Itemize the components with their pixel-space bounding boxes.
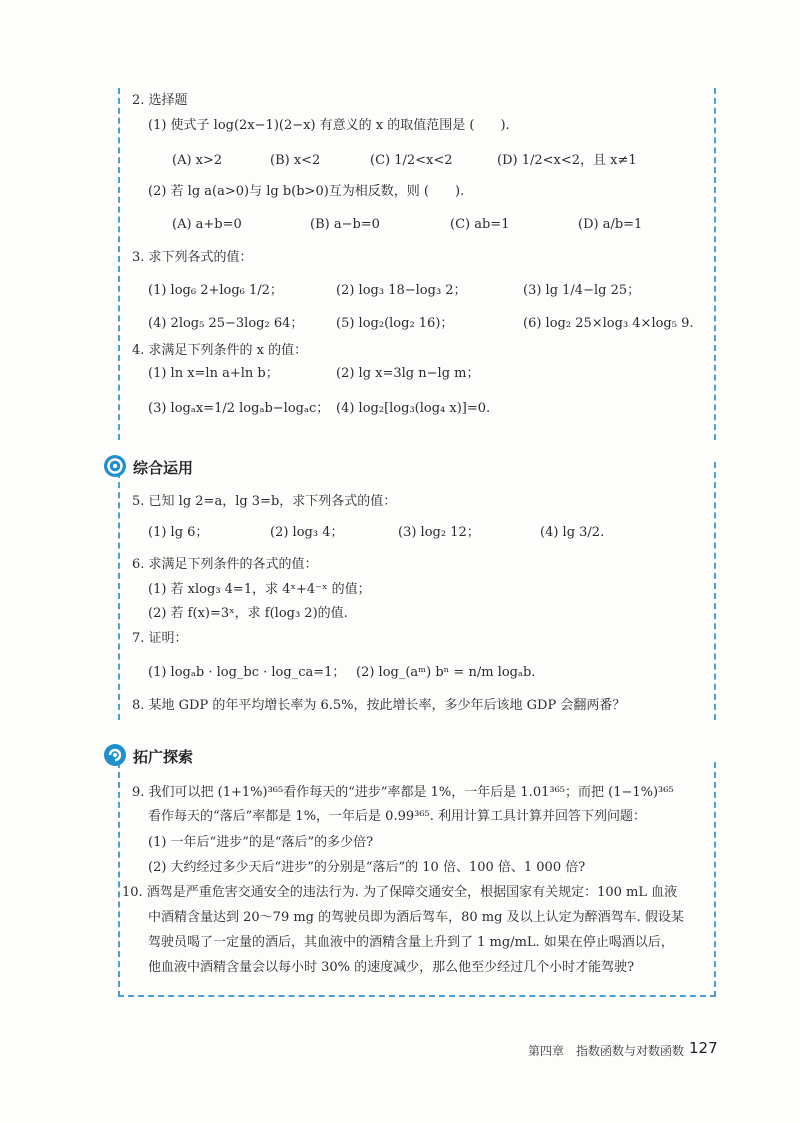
exercise-line: 他血液中酒精含量会以每小时 30% 的速度减少，那么他至少经过几个小时才能驾驶? — [148, 960, 635, 975]
exercise-line: (1) 使式子 log(2x−1)(2−x) 有意义的 x 的取值范围是 ( ). — [148, 118, 510, 133]
exercise-line: 3. 求下列各式的值： — [132, 250, 253, 265]
exercise-line: 5. 已知 lg 2=a，lg 3=b，求下列各式的值： — [132, 494, 397, 509]
exercise-line: 9. 我们可以把 (1+1%)³⁶⁵看作每天的“进步”率都是 1%，一年后是 1.01³⁶⁵；而把 (1−1%)³⁶⁵ — [132, 785, 674, 800]
exercise-line: (B) x<2 — [270, 153, 321, 168]
exercise-line: 2. 选择题 — [132, 93, 188, 108]
exercise-line: (A) x>2 — [172, 153, 223, 168]
exercise-line: (1) logₐb · log_bc · log_ca=1； — [148, 665, 346, 680]
exercise-line: (4) lg 3/2. — [540, 525, 605, 540]
exercise-line: 看作每天的“落后”率都是 1%，一年后是 0.99³⁶⁵. 利用计算工具计算并回答下列问题： — [148, 809, 647, 824]
exercise-line: (1) ln x=ln a+ln b； — [148, 366, 279, 381]
exercise-line: 4. 求满足下列条件的 x 的值： — [132, 343, 308, 358]
exercise-line: 驾驶员喝了一定量的酒后，其血液中的酒精含量上升到了 1 mg/mL. 如果在停止喝酒以后， — [148, 935, 674, 950]
exercise-line: (2) 大约经过多少天后“进步”的分别是“落后”的 10 倍、100 倍、1 000 倍? — [148, 860, 586, 875]
exercise-line: (B) a−b=0 — [310, 217, 380, 232]
exercise-line: (2) log_(aᵐ) bⁿ = n/m logₐb. — [356, 665, 536, 680]
exercise-line: 8. 某地 GDP 的年平均增长率为 6.5%，按此增长率，多少年后该地 GDP 会翻两番？ — [132, 698, 626, 713]
exercise-line: (2) lg x=3lg n−lg m； — [336, 366, 480, 381]
section-title-explore: 拓广探索 — [133, 748, 194, 766]
exercise-line: 10. 酒驾是严重危害交通安全的违法行为. 为了保障交通安全，根据国家有关规定：100 mL 血液 — [122, 885, 678, 900]
exercise-line: (C) 1/2<x<2 — [370, 153, 453, 168]
exercise-line: 中酒精含量达到 20～79 mg 的驾驶员即为酒后驾车，80 mg 及以上认定为醉酒驾车. 假设某 — [148, 910, 684, 925]
exercise-line: (1) 若 xlog₃ 4=1，求 4ˣ+4⁻ˣ 的值； — [148, 582, 371, 597]
exercise-line: (3) logₐx=1/2 logₐb−logₐc； — [148, 401, 330, 416]
exercise-line: (D) a/b=1 — [578, 217, 643, 232]
exercise-line: 7. 证明： — [132, 631, 188, 646]
section-badge-icon — [103, 454, 127, 478]
exercise-line: (1) lg 6； — [148, 525, 209, 540]
exercise-line: (2) 若 f(x)=3ˣ，求 f(log₃ 2)的值. — [148, 606, 348, 621]
exercise-line: 6. 求满足下列条件的各式的值： — [132, 557, 318, 572]
exercise-line: (C) ab=1 — [450, 217, 510, 232]
exercise-line: (4) log₂[log₃(log₄ x)]=0. — [336, 401, 491, 416]
page-number: 127 — [689, 1039, 718, 1057]
section-title-comprehensive: 综合运用 — [133, 459, 194, 477]
exercise-line: (1) 一年后“进步”的是“落后”的多少倍? — [148, 835, 374, 850]
section-badge-icon — [103, 743, 127, 767]
exercise-line: (4) 2log₅ 25−3log₂ 64； — [148, 316, 304, 331]
exercise-line: (3) log₂ 12； — [398, 525, 480, 540]
exercise-line: (1) log₆ 2+log₆ 1/2； — [148, 283, 283, 298]
exercise-line: (6) log₂ 25×log₃ 4×log₅ 9. — [523, 316, 694, 331]
exercise-line: (D) 1/2<x<2，且 x≠1 — [497, 153, 637, 168]
exercise-line: (2) log₃ 18−log₃ 2； — [336, 283, 467, 298]
exercise-line: (5) log₂(log₂ 16)； — [336, 316, 454, 331]
exercise-line: (2) 若 lg a(a>0)与 lg b(b>0)互为相反数，则 ( ). — [148, 184, 465, 199]
exercise-line: (A) a+b=0 — [172, 217, 242, 232]
chapter-footer: 第四章 指数函数与对数函数 — [528, 1044, 685, 1058]
exercise-line: (3) lg 1/4−lg 25； — [523, 283, 641, 298]
exercise-line: (2) log₃ 4； — [270, 525, 344, 540]
